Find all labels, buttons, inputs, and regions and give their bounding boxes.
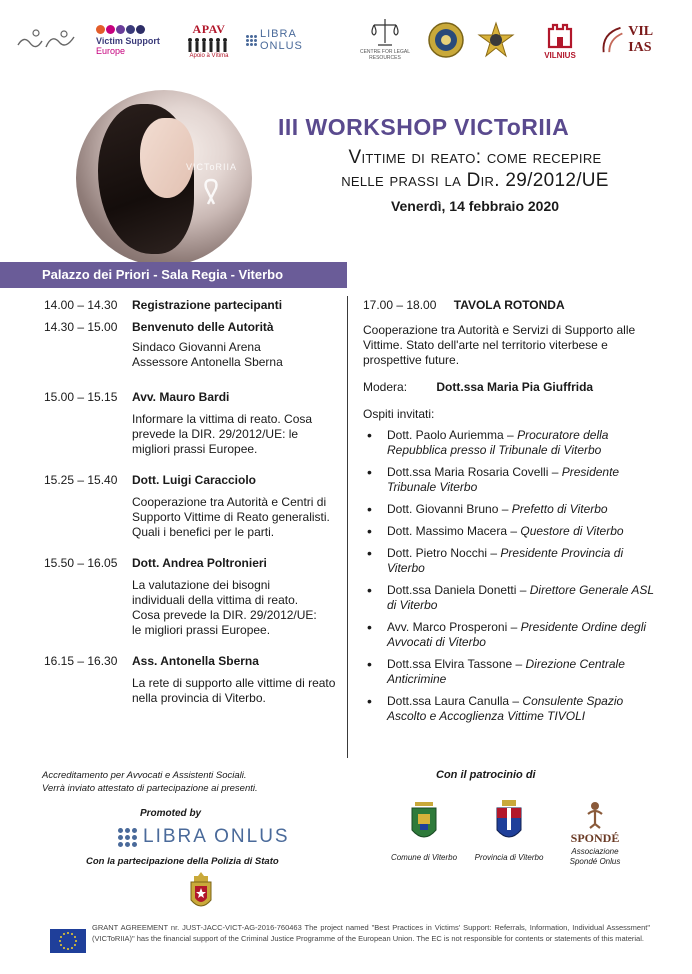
slot-time: 15.00 – 15.15 xyxy=(44,390,118,404)
program-slot xyxy=(44,654,336,706)
program-slot xyxy=(44,298,336,312)
guest-role: Prefetto di Viterbo xyxy=(511,502,608,516)
partner-logo-figures xyxy=(14,20,80,60)
list-item: • Dott.ssa Laura Canulla – Consulente Spazio Ascolto e Accoglienza Vittime TIVOLI xyxy=(363,694,663,724)
partner-logo-vilnius xyxy=(530,16,590,64)
vilias-arc-icon xyxy=(598,23,624,57)
guest-role: Presidente Tribunale Viterbo xyxy=(387,465,620,494)
guest-role: Direzione Centrale Anticrimine xyxy=(387,657,625,686)
partner-logo-badge-1 xyxy=(426,20,466,60)
guests-label: Ospiti invitati: xyxy=(363,407,435,421)
list-item: • Dott. Massimo Macera – Questore di Viterbo xyxy=(363,524,663,539)
guest-role: Questore di Viterbo xyxy=(520,524,624,538)
event-date: Venerdì, 14 febbraio 2020 xyxy=(390,198,560,214)
venue-banner: Palazzo dei Priori - Sala Regia - Viterbo xyxy=(0,262,347,288)
patron-provincia xyxy=(474,800,544,863)
slot-head: Benvenuto delle Autorità xyxy=(132,320,274,334)
guest-role: Direttore Generale ASL di Viterbo xyxy=(387,583,654,612)
slot-time: 16.15 – 16.30 xyxy=(44,654,118,668)
guest-role: Presidente Ordine degli Avvocati di Viterbo xyxy=(387,620,647,649)
slot-desc: Sindaco Giovanni Arena Assessore Antonella Sberna xyxy=(132,340,283,369)
roundtable-time: 17.00 – 18.00 xyxy=(363,298,437,312)
guest-role: Consulente Spazio Ascolto e Accoglienza Vittime TIVOLI xyxy=(387,694,624,723)
figures-icon xyxy=(16,25,78,55)
guest-role: Presidente Provincia di Viterbo xyxy=(387,546,624,575)
list-item: • Dott.ssa Elvira Tassone – Direzione Centrale Anticrimine xyxy=(363,657,663,687)
event-subtitle-line-2: nelle prassi la Dir. 29/2012/UE xyxy=(341,170,609,191)
police-participation: Con la partecipazione della Polizia di Stato xyxy=(86,856,279,867)
vilias-name: VIL IAS xyxy=(628,24,653,55)
guest-name: Dott. Paolo Auriemma xyxy=(387,428,504,442)
partner-logo-libra xyxy=(246,28,342,52)
slot-desc: La valutazione dei bisogni individuali della vittima di reato. Cosa prevede la DIR. 29/2012/UE: le migliori prassi Europee. xyxy=(132,578,317,637)
sponde-logo-text: SPONDÉ xyxy=(570,831,620,845)
guest-name: Dott. Pietro Nocchi xyxy=(387,546,488,560)
slot-head: Avv. Mauro Bardi xyxy=(132,390,230,404)
accreditation-line-2: Verrà inviato attestato di partecipazione ai presenti. xyxy=(42,783,258,794)
slot-desc: Informare la vittima di reato. Cosa prevede la DIR. 29/2012/UE: le migliori prassi Europee. xyxy=(132,412,313,456)
patron-comune xyxy=(389,800,459,863)
slot-time: 14.00 – 14.30 xyxy=(44,298,118,312)
roundtable-head: TAVOLA ROTONDA xyxy=(453,298,565,312)
moderator-name: Dott.ssa Maria Pia Giuffrida xyxy=(436,380,594,394)
slot-head: Ass. Antonella Sberna xyxy=(132,654,259,668)
people-silhouettes-icon xyxy=(186,37,232,53)
apav-sub: Apoio à Vítima xyxy=(189,52,229,59)
patron-name: Comune di Viterbo xyxy=(390,853,458,862)
partner-logo-apav xyxy=(182,16,236,64)
guest-name: Dott.ssa Laura Canulla xyxy=(387,694,510,708)
list-item: • Dott.ssa Maria Rosaria Covelli – Presidente Tribunale Viterbo xyxy=(363,465,663,495)
list-item: • Dott. Pietro Nocchi – Presidente Provincia di Viterbo xyxy=(363,546,663,576)
accreditation-note xyxy=(42,769,332,795)
guest-name: Dott. Giovanni Bruno xyxy=(387,502,499,516)
guest-name: Dott.ssa Daniela Donetti xyxy=(387,583,517,597)
vilnius-name: VILNIUS xyxy=(544,50,576,60)
slot-head: Dott. Andrea Poltronieri xyxy=(132,556,267,570)
scales-icon xyxy=(368,17,402,47)
column-divider xyxy=(347,296,348,758)
guests-list xyxy=(363,428,663,724)
event-subtitle-line-1: Vittime di reato: come recepire xyxy=(348,147,602,168)
guest-name: Dott.ssa Elvira Tassone xyxy=(387,657,513,671)
program-slot xyxy=(44,473,336,540)
list-item: • Dott.ssa Daniela Donetti – Direttore Generale ASL di Viterbo xyxy=(363,583,663,613)
partner-logo-vilias xyxy=(598,18,676,62)
photo-face xyxy=(140,118,194,198)
list-item: • Avv. Marco Prosperoni – Presidente Ordine degli Avvocati di Viterbo xyxy=(363,620,663,650)
event-title: III WORKSHOP VICToRIIA xyxy=(278,114,570,140)
vse-name: Victim Support xyxy=(96,35,160,46)
list-item: • Dott. Giovanni Bruno – Prefetto di Viterbo xyxy=(363,502,663,517)
apav-name: APAV xyxy=(192,21,226,36)
guest-role: Procuratore della Repubblica presso il Tribunale di Viterbo xyxy=(387,428,609,457)
program-slot xyxy=(44,556,336,638)
photo-label: VICToRIIA xyxy=(186,162,238,172)
event-subtitle xyxy=(270,146,680,192)
slot-time: 15.25 – 15.40 xyxy=(44,473,118,487)
awareness-ribbon-icon xyxy=(200,176,222,206)
program-left xyxy=(44,298,336,706)
promoted-by-label: Promoted by xyxy=(140,808,202,819)
patron-name: Associazione Spondé Onlus xyxy=(569,847,621,866)
guest-name: Dott. Massimo Macera xyxy=(387,524,508,538)
roundtable-desc: Cooperazione tra Autorità e Servizi di Supporto alle Vittime. Stato dell'arte nel territorio viterbese e prospettive future. xyxy=(363,323,636,367)
program-right xyxy=(363,298,663,731)
moderator-label: Modera: xyxy=(363,380,408,394)
patronage-label: Con il patrocinio di xyxy=(436,769,536,781)
list-item: • Dott. Paolo Auriemma – Procuratore della Repubblica presso il Tribunale di Viterbo xyxy=(363,428,663,458)
grant-text: GRANT AGREEMENT nr. JUST-JACC-VICT-AG-2016-760463 The project named "Best Practices in Victims' Support: Referrals, Information, Individual Assessment" (VICToRIIA)" has the financial support of the Criminal Justice Programme of the European Union. The EC is not responsible for contents or statements of this material. xyxy=(92,923,650,943)
partner-logo-clr xyxy=(354,14,416,64)
program-slot xyxy=(44,320,336,370)
vse-sub: Europe xyxy=(96,45,126,56)
slot-head: Registrazione partecipanti xyxy=(132,298,283,312)
slot-desc: La rete di supporto alle vittime di reato nella provincia di Viterbo. xyxy=(132,676,336,705)
patron-sponde xyxy=(560,800,630,867)
slot-time: 15.50 – 16.05 xyxy=(44,556,118,570)
comune-crest-icon xyxy=(409,800,439,844)
partner-logos xyxy=(14,14,678,66)
guest-name: Avv. Marco Prosperoni xyxy=(387,620,508,634)
clr-name: CENTRE FOR LEGAL RESOURCES xyxy=(359,49,410,61)
patron-name: Provincia di Viterbo xyxy=(474,853,544,862)
libra-logo-large xyxy=(118,826,290,848)
slot-time: 14.30 – 15.00 xyxy=(44,320,118,334)
slot-head: Dott. Luigi Caracciolo xyxy=(132,473,257,487)
police-badge-icon xyxy=(427,21,465,59)
provincia-crest-icon xyxy=(494,800,524,844)
eu-flag-icon xyxy=(50,929,86,953)
tower-icon xyxy=(545,21,575,49)
partner-logo-badge-2 xyxy=(476,20,516,60)
libra-name-large: LIBRA ONLUS xyxy=(143,826,290,847)
program-slot xyxy=(44,390,336,457)
partner-logo-vse xyxy=(96,18,168,62)
accreditation-line-1: Accreditamento per Avvocati e Assistenti Sociali. xyxy=(42,770,247,781)
grant-agreement xyxy=(50,922,650,960)
sponde-figures-icon xyxy=(580,800,610,830)
guest-name: Dott.ssa Maria Rosaria Covelli xyxy=(387,465,549,479)
slot-desc: Cooperazione tra Autorità e Centri di Supporto Vittime di Reato generalisti. Quali i benefici per le parti. xyxy=(132,495,330,539)
hero-photo xyxy=(76,90,252,266)
vse-dots-icon xyxy=(96,25,145,34)
libra-dots-icon xyxy=(246,35,257,46)
libra-dots-icon xyxy=(118,828,137,847)
polizia-emblem-icon xyxy=(186,870,216,914)
libra-name: LIBRA ONLUS xyxy=(260,28,303,52)
star-badge-icon xyxy=(477,21,515,59)
